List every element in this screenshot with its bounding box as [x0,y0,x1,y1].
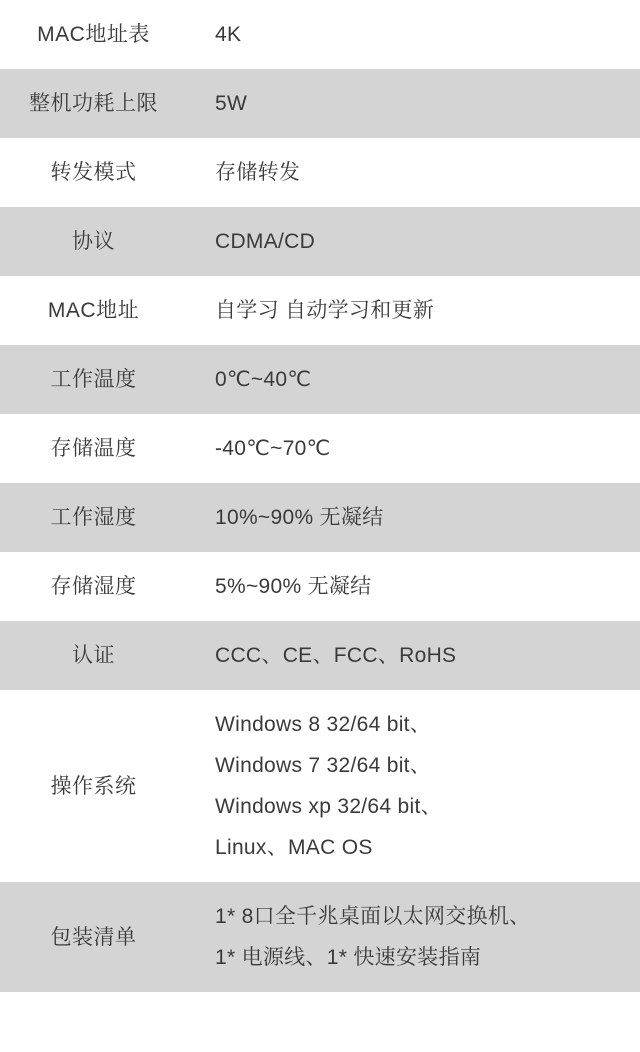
spec-label: 工作温度 [50,368,137,391]
spec-value-line: 自学习 自动学习和更新 [215,299,435,322]
spec-value-line: -40℃~70℃ [215,437,331,460]
table-row [0,414,640,483]
table-row [0,69,640,138]
table-row [0,276,640,345]
spec-label: 认证 [72,644,115,667]
spec-value-line: Windows 8 32/64 bit、 [215,713,432,736]
spec-value [187,483,640,552]
table-row [0,207,640,276]
spec-label: 包装清单 [50,925,137,949]
table-row [0,345,640,414]
spec-value [187,690,640,882]
spec-value-line: CCC、CE、FCC、RoHS [215,644,457,667]
table-row [0,483,640,552]
table-row [0,690,640,882]
spec-value [187,138,640,207]
bottom-filler [0,992,640,1052]
spec-value-line: 1* 8口全千兆桌面以太网交换机、 [215,905,531,928]
table-row [0,0,640,69]
table-row [0,552,640,621]
spec-value [187,207,640,276]
spec-value-line: Linux、MAC OS [215,836,373,859]
table-row [0,621,640,690]
spec-value [187,414,640,483]
spec-value-line: 0℃~40℃ [215,368,312,391]
spec-label: 协议 [72,230,115,253]
spec-value [187,69,640,138]
spec-value [187,345,640,414]
spec-label: 转发模式 [50,161,137,184]
spec-label: 工作湿度 [50,506,137,529]
spec-label: 操作系统 [50,774,137,798]
spec-label: MAC地址 [47,299,140,322]
spec-value-line: 1* 电源线、1* 快速安装指南 [215,946,482,969]
spec-label: 整机功耗上限 [29,92,158,115]
spec-value-line: 5W [215,92,248,115]
spec-value [187,0,640,69]
spec-value [187,276,640,345]
spec-label: 存储温度 [50,437,137,460]
spec-label: 存储湿度 [50,575,137,598]
spec-value-line: Windows xp 32/64 bit、 [215,795,442,818]
spec-value-line: 5%~90% 无凝结 [215,575,372,598]
spec-value [187,552,640,621]
spec-value-line: 存储转发 [215,161,301,184]
spec-value-line: Windows 7 32/64 bit、 [215,754,432,777]
spec-value-line: CDMA/CD [215,230,316,253]
spec-value-line: 10%~90% 无凝结 [215,506,384,529]
spec-label: MAC地址表 [37,23,150,46]
table-row [0,138,640,207]
spec-value-line: 4K [215,23,242,46]
spec-value [187,621,640,690]
